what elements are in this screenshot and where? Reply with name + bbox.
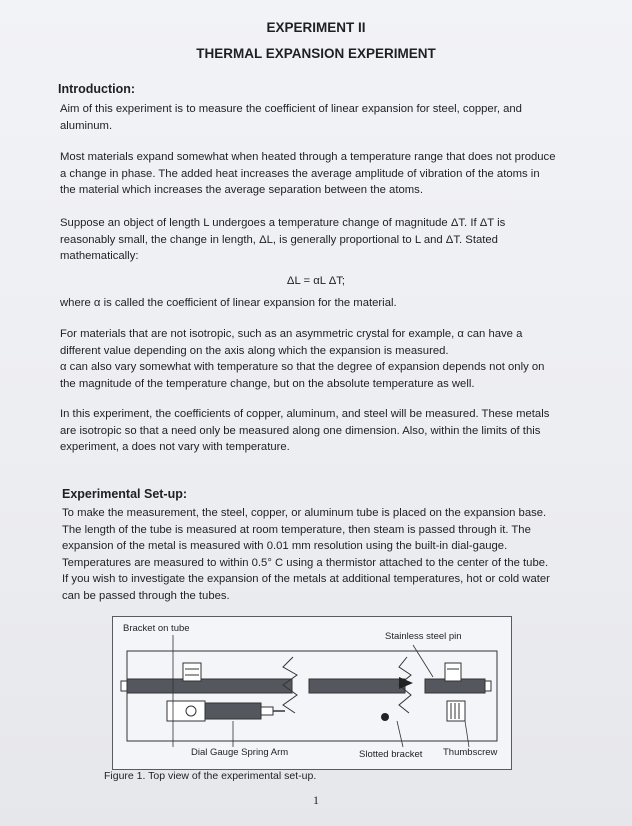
expansion-equation: ΔL = αL ΔT;: [286, 275, 346, 287]
right-bracket-top: [445, 663, 461, 681]
dial-gauge-plunger: [261, 707, 273, 715]
temperature-dependence-paragraph: α can also vary somewhat with temperature so that the degree of expansion depends not only on the magnitude of the temperature change, but on the absolute temperature as well.: [60, 361, 545, 390]
experiment-number: EXPERIMENT II: [266, 20, 366, 35]
left-bracket-top: [183, 663, 201, 681]
label-stainless-steel-pin: Stainless steel pin: [385, 631, 462, 642]
label-dial-gauge-spring-arm: Dial Gauge Spring Arm: [191, 747, 289, 758]
label-bracket-on-tube: Bracket on tube: [123, 623, 190, 634]
figure-caption: Figure 1. Top view of the experimental set-up.: [104, 770, 317, 782]
tube-left-end: [121, 681, 127, 691]
setup-figure: [112, 616, 512, 770]
label-slotted-bracket: Slotted bracket: [359, 749, 423, 760]
page-number: 1: [313, 793, 319, 807]
slotted-bracket-marker: [381, 713, 389, 721]
dial-gauge-body: [205, 703, 261, 719]
leader-steel-pin: [413, 645, 433, 677]
aim-paragraph: Aim of this experiment is to measure the coefficient of linear expansion for steel, copper, and aluminum.: [60, 103, 522, 132]
tube-middle-section: [309, 679, 405, 693]
length-change-paragraph: Suppose an object of length L undergoes a temperature change of magnitude ΔT. If ΔT is reasonably small, the change in length, ΔL, is generally proportional to L and ΔT. Stated mathematically:: [60, 217, 506, 262]
isotropic-paragraph: For materials that are not isotropic, such as an asymmetric crystal for example, α can have a different value depending on the axis along which the expansion is measured.: [60, 328, 523, 357]
dial-gauge-face: [186, 706, 196, 716]
leader-thumbscrew: [465, 721, 469, 747]
tube-right-end: [485, 681, 491, 691]
tube-left-section: [127, 679, 292, 693]
label-thumbscrew: Thumbscrew: [443, 747, 498, 758]
metals-paragraph: In this experiment, the coefficients of copper, aluminum, and steel will be measured. These metals are isotropic so that a need only be measured along one dimension. Also, within the limits of this experiment, a does not vary with temperature.: [60, 408, 550, 453]
alpha-definition: where α is called the coefficient of linear expansion for the material.: [60, 297, 397, 309]
introduction-heading: Introduction:: [58, 82, 136, 96]
expansion-paragraph: Most materials expand somewhat when heated through a temperature range that does not produce a change in phase. The added heat increases the average amplitude of vibration of the atoms in the material which increases the average separation between the atoms.: [60, 151, 556, 196]
setup-heading: Experimental Set-up:: [62, 487, 188, 501]
leader-slotted-bracket: [397, 721, 403, 747]
setup-paragraph: To make the measurement, the steel, copper, or aluminum tube is placed on the expansion base. The length of the tube is measured at room temperature, then steam is passed through it. The expansion of the metal is measured with 0.01 mm resolution using the built-in dial-gauge. Temperatures are measured to within 0.5° C using a thermistor attached to the center of the tube. If you wish to investigate the expansion of the metals at additional temperatures, hot or cold water can be passed through the tubes.: [62, 507, 550, 602]
thumbscrew-mount: [447, 701, 465, 721]
experiment-title: THERMAL EXPANSION EXPERIMENT: [196, 46, 436, 61]
